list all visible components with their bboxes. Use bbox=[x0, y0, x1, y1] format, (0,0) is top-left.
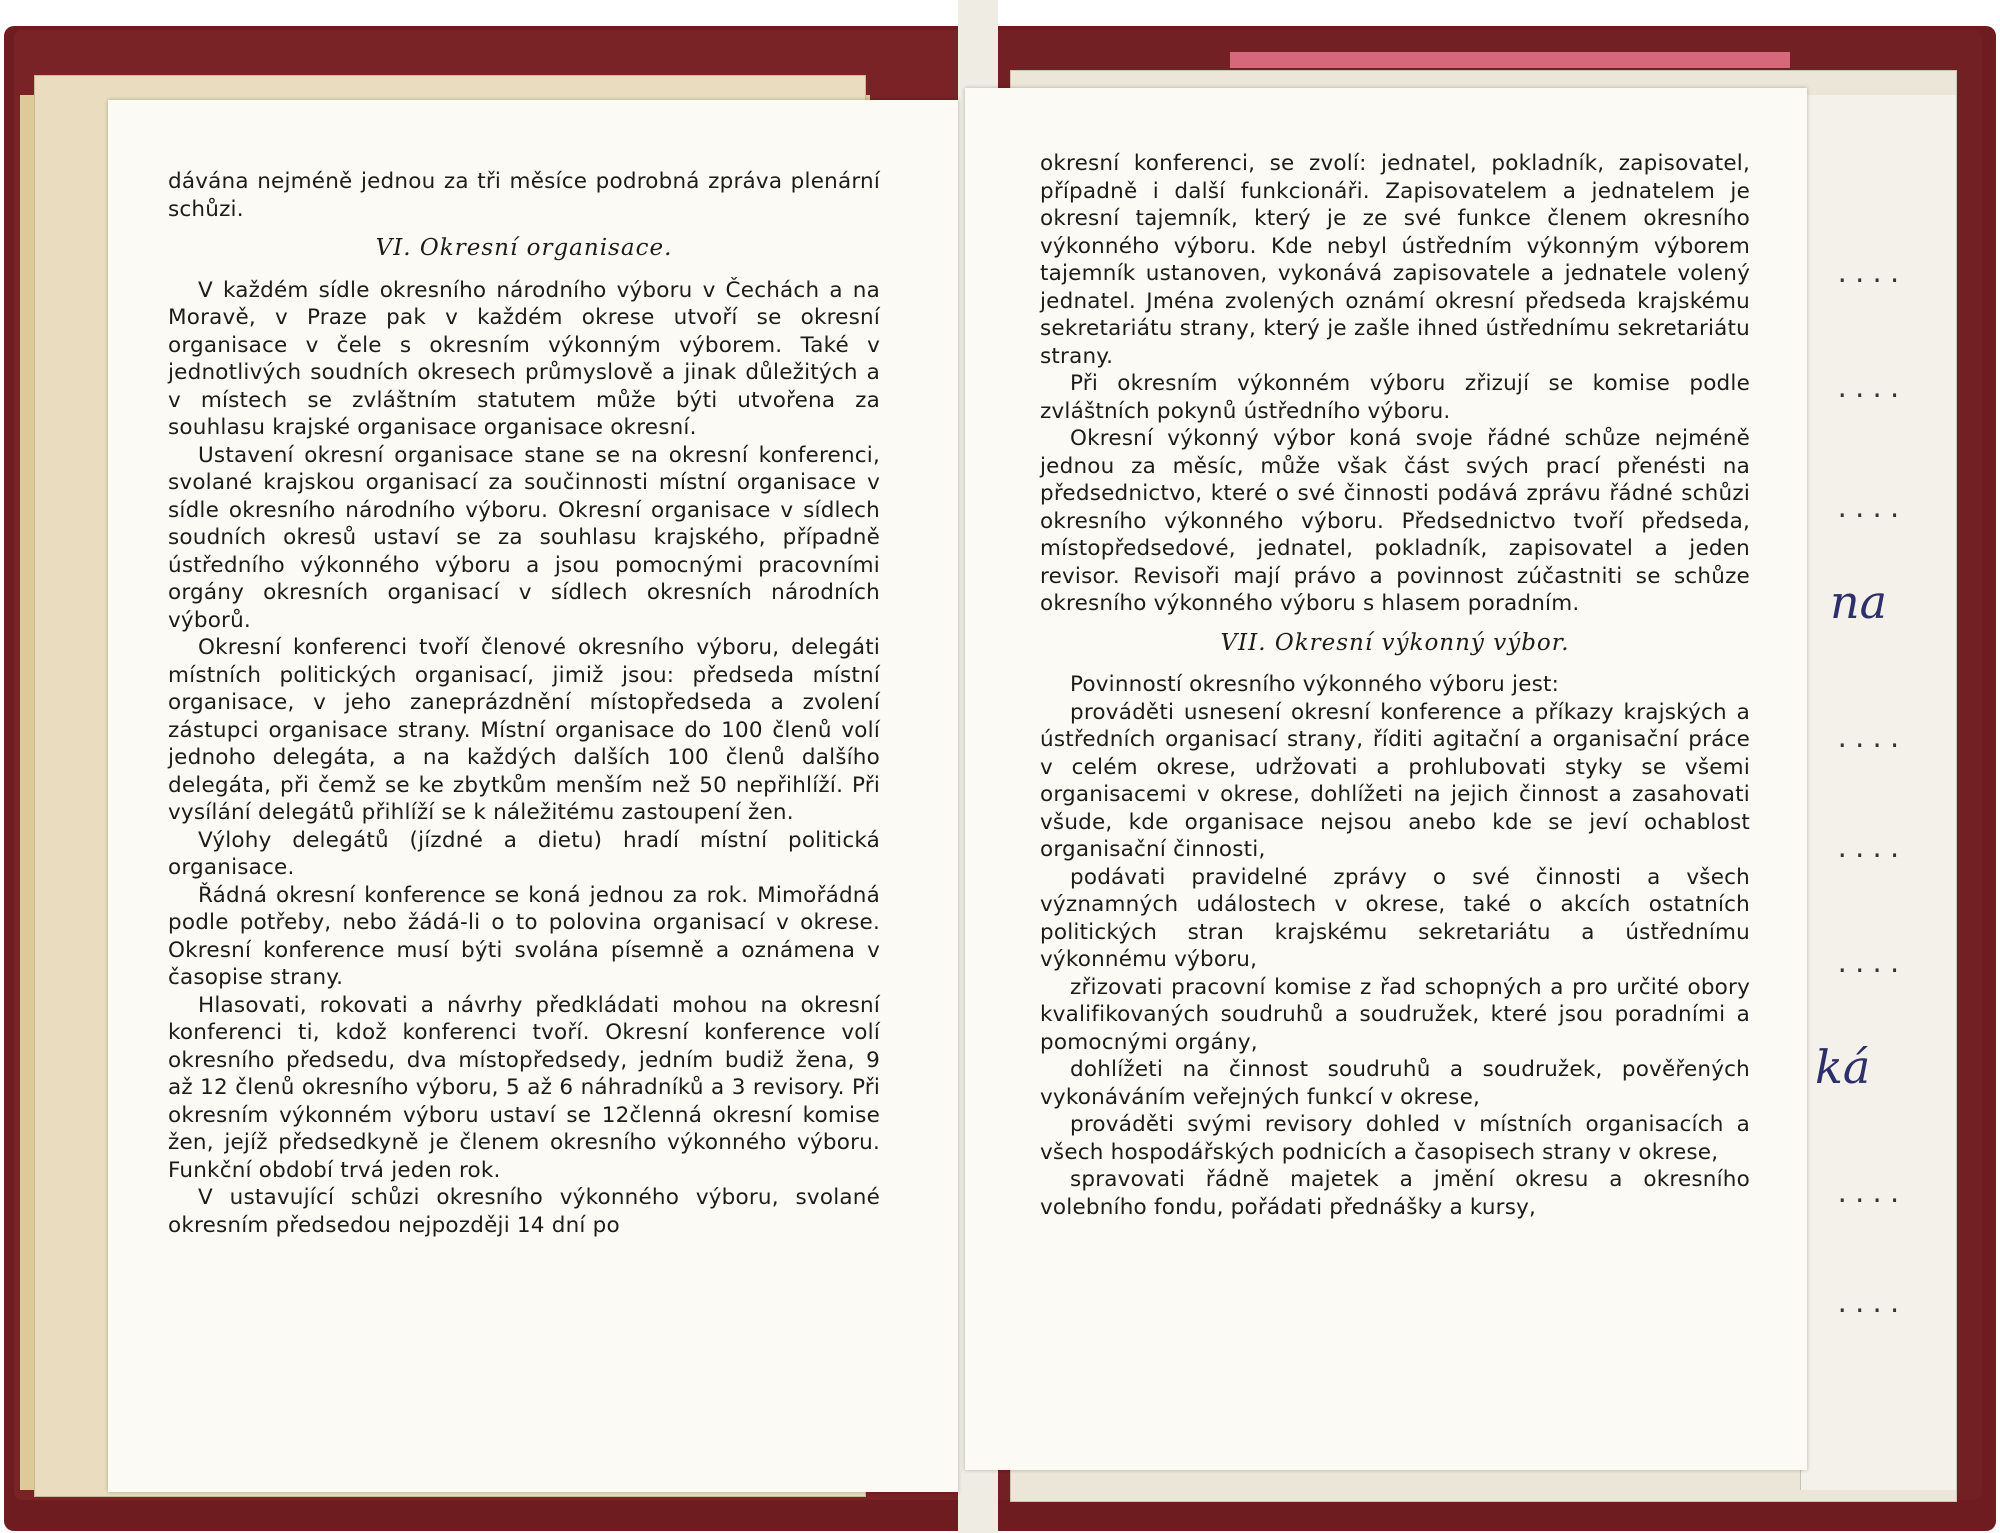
paragraph: dohlížeti na činnost soudruhů a soudružek, pověřených vykonáváním veřejných funkcí v okrese, bbox=[1040, 1057, 1750, 1110]
dotted-line: .... bbox=[1835, 260, 1905, 288]
pink-bookmark-tab bbox=[1230, 52, 1790, 68]
section-heading: VI. Okresní organisace. bbox=[375, 235, 673, 261]
handwriting-fragment: na bbox=[1830, 575, 1888, 629]
dotted-line: .... bbox=[1835, 950, 1905, 978]
paragraph: prováděti svými revisory dohled v místních organisacích a všech hospodářských podnicích a časopisech strany v okrese, bbox=[1040, 1112, 1750, 1165]
right-page bbox=[965, 88, 1807, 1470]
paragraph: Povinností okresního výkonného výboru jest: bbox=[1070, 672, 1560, 697]
paragraph: spravovati řádně majetek a jmění okresu a okresního volebního fondu, pořádati přednášky a kursy, bbox=[1040, 1167, 1750, 1220]
section-heading: VII. Okresní výkonný výbor. bbox=[1220, 629, 1570, 656]
paragraph: zřizovati pracovní komise z řad schopných a pro určité obory kvalifikovaných soudruhů a soudružek, které jsou poradními a pomocnými orgány, bbox=[1040, 974, 1750, 1055]
right-page-text bbox=[1040, 150, 1750, 1221]
paragraph: Výlohy delegátů (jízdné a dietu) hradí místní politická organisace. bbox=[168, 827, 880, 880]
dotted-line: .... bbox=[1835, 495, 1905, 523]
dotted-line: .... bbox=[1835, 1180, 1905, 1208]
dotted-line: .... bbox=[1835, 375, 1905, 403]
paragraph: prováděti usnesení okresní konference a příkazy krajských a ústředních organisací strany, říditi agitační a organisační práce v celém okrese, udržovati a prohlubovati styky se všemi organisacemi v okrese, dohlížeti na jejich činnost a zasahovati všude, kde organisace nejsou anebo kde se jeví ochablost organisační činnosti, bbox=[1040, 699, 1750, 862]
paragraph: podávati pravidelné zprávy o své činnosti a všech významných událostech v okrese, také o akcích ostatních politických stran krajskému sekretariátu a ústřednímu výkonnému výboru, bbox=[1040, 864, 1750, 972]
left-page bbox=[108, 100, 958, 1492]
left-page-text bbox=[168, 168, 880, 1239]
dotted-line: .... bbox=[1835, 725, 1905, 753]
paragraph: V každém sídle okresního národního výboru v Čechách a na Moravě, v Praze pak v každém okrese utvoří se okresní organisace v čele s okresním výkonným výborem. Také v jednotlivých soudních okresech průmyslově a jinak důležitých a v místech se zvláštním statutem může býti utvořena za souhlasu krajské organisace organisace okresní. bbox=[168, 277, 880, 440]
paragraph: Okresní konferenci tvoří členové okresního výboru, delegáti místních politických organisací, jimiž jsou: předseda místní organisace, v jeho zaneprázdnění místopředseda a zvolení zástupci organisace strany. Místní organisace do 100 členů volí jednoho delegáta, a na každých dalších 100 členů dalšího delegáta, při čemž se ke zbytkům menším než 50 nepřihlíží. Při vysílání delegátů přihlíží se k náležitému zastoupení žen. bbox=[168, 635, 880, 825]
paragraph: Řádná okresní konference se koná jednou za rok. Mimořádná podle potřeby, nebo žádá-li o to polovina organisací v okrese. Okresní konference musí býti svolána písemně a oznámena v časopise strany. bbox=[168, 882, 880, 990]
paragraph: Při okresním výkonném výboru zřizují se komise podle zvláštních pokynů ústředního výboru. bbox=[1040, 371, 1750, 424]
paragraph: Ustavení okresní organisace stane se na okresní konferenci, svolané krajskou organisací za součinnosti místní organisace v sídle okresního národního výboru. Okresní organisace v sídlech soudních okresů ustaví se za souhlasu krajského, případně ústředního výkonného výboru a jsou pomocnými pracovními orgány okresních organisací v sídlech okresních národních výborů. bbox=[168, 442, 880, 633]
dotted-line: .... bbox=[1835, 1290, 1905, 1318]
paragraph: V ustavující schůzi okresního výkonného výboru, svolané okresním předsedou nejpozději 14 dní po bbox=[168, 1185, 880, 1238]
paragraph: Okresní výkonný výbor koná svoje řádné schůze nejméně jednou za měsíc, může však část svých prací přenésti na předsednictvo, které o své činnosti podává zprávu řádné schůzi okresního výkonného výboru. Předsednictvo tvoří předseda, místopředsedové, jednatel, pokladník, zapisovatel a jeden revisor. Revisoři mají právo a povinnost zúčastniti se schůze okresního výkonného výboru s hlasem poradním. bbox=[1040, 426, 1750, 616]
paragraph: Hlasovati, rokovati a návrhy předkládati mohou na okresní konferenci ti, kdož konferenci tvoří. Okresní konference volí okresního předsedu, dva místopředsedy, jedním budiž žena, 9 až 12 členů okresního výboru, 5 až 6 náhradníků a 3 revisory. Při okresním výkonném výboru ustaví se 12členná okresní komise žen, jejíž předsedkyně je členem okresního výkonného výboru. Funkční období trvá jeden rok. bbox=[168, 992, 880, 1183]
paragraph: okresní konferenci, se zvolí: jednatel, pokladník, zapisovatel, případně i další funkcionáři. Zapisovatelem a jednatelem je okresní tajemník, který je ze své funkce členem okresního výkonného výboru. Kde nebyl ústředním výkonným výborem tajemník ustanoven, vykonává zapisovatele a jednatele volený jednatel. Jména zvolených oznámí okresní předseda krajskému sekretariátu strany, který je zašle ihned ústřednímu sekretariátu strany. bbox=[1040, 151, 1750, 369]
dotted-line: .... bbox=[1835, 835, 1905, 863]
handwriting-fragment: ká bbox=[1815, 1040, 1871, 1094]
edge-strip-dotted-lines bbox=[1835, 230, 1955, 1330]
paragraph: dávána nejméně jednou za tři měsíce podrobná zpráva plenární schůzi. bbox=[168, 169, 880, 222]
